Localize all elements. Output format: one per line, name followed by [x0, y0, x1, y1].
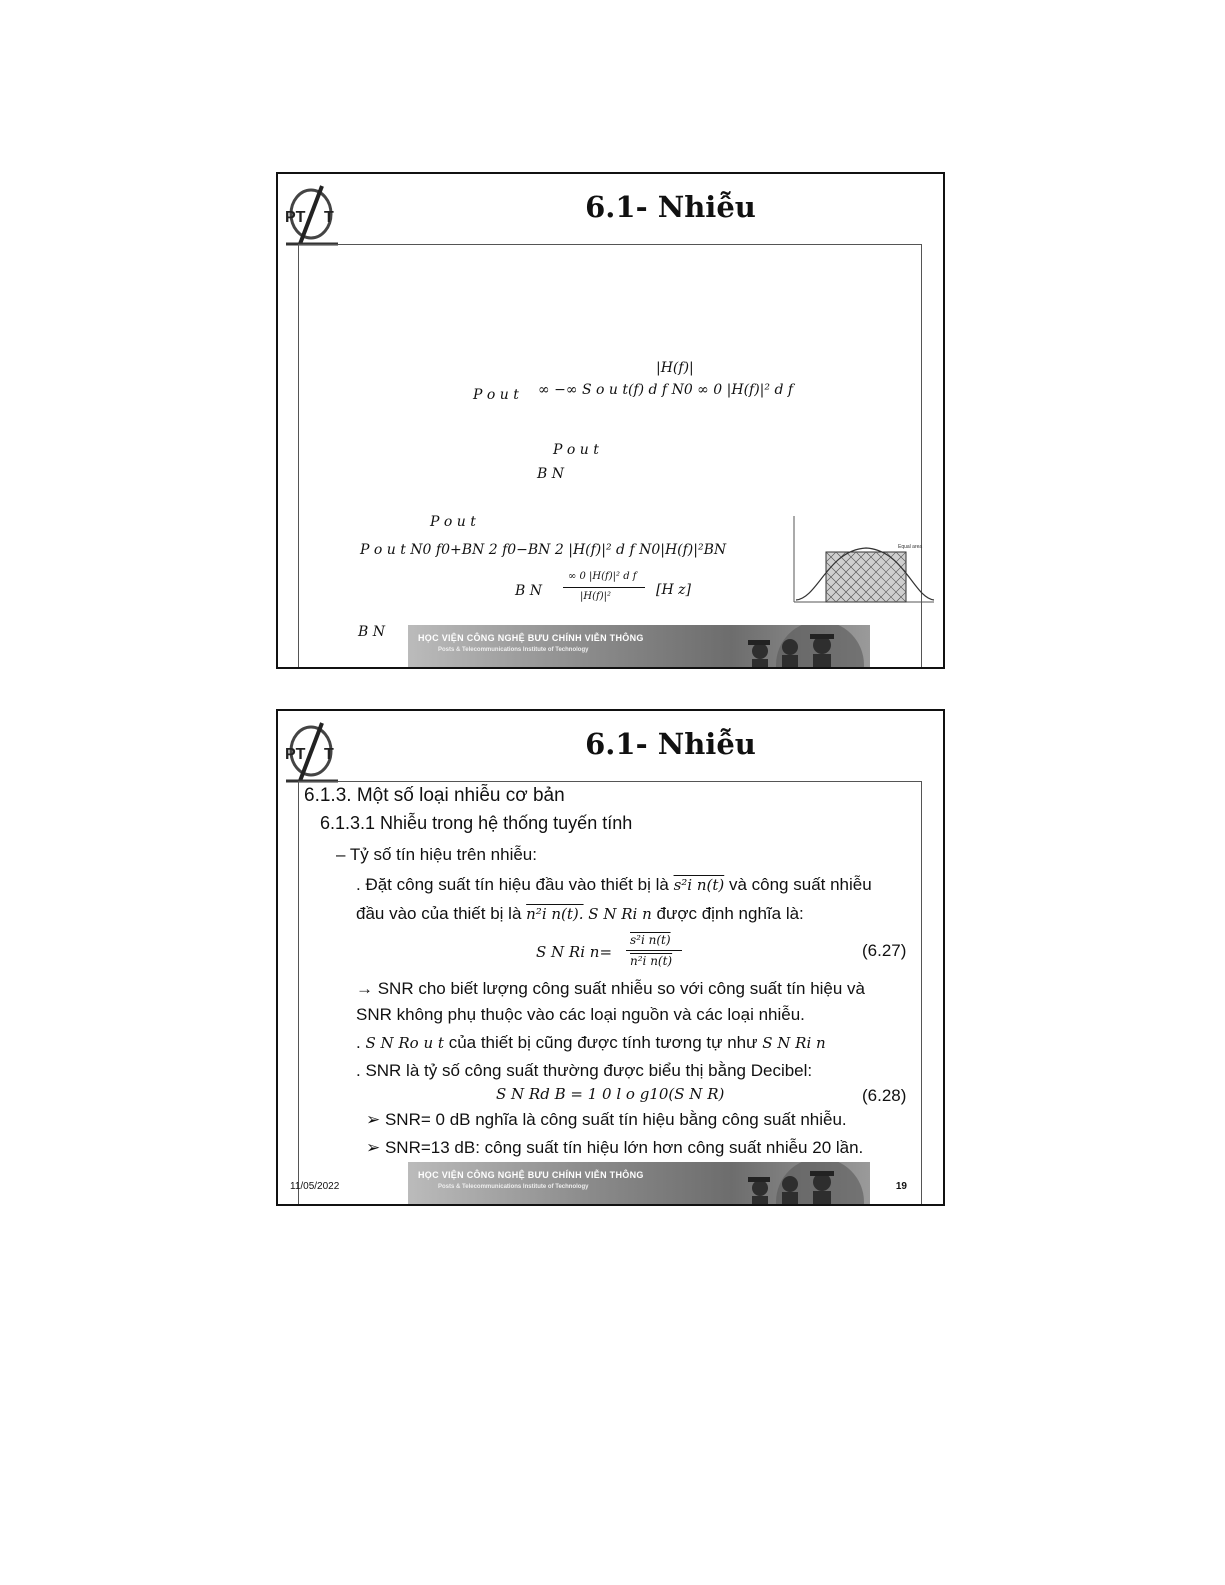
noise-bandwidth-graph — [778, 510, 938, 614]
heading-2: 6.1.3.1 Nhiễu trong hệ thống tuyến tính — [320, 813, 633, 833]
para-1b: đầu vào của thiết bị là n²i n(t). S N Ri n được định nghĩa là: — [356, 904, 804, 923]
eq-bn-def-lhs: B N — [515, 583, 542, 599]
eq-hf: |H(f)| — [656, 360, 694, 376]
para-1a: . Đặt công suất tín hiệu đầu vào thiết bị là s²i n(t) và công suất nhiễu — [356, 875, 872, 894]
svg-text:PT: PT — [285, 746, 306, 763]
eq-bn-a: B N — [537, 466, 564, 482]
eq-bn-def-num: ∞ 0 |H(f)|² d f — [568, 571, 637, 582]
arrow-bullet-icon: ➢ — [366, 1138, 385, 1157]
slide-date: 11/05/2022 — [290, 1181, 340, 1192]
footer-subtitle: Posts & Telecommunications Institute of Technology — [438, 1184, 589, 1190]
footer-title: HỌC VIỆN CÔNG NGHỆ BƯU CHÍNH VIỄN THÔNG — [418, 1170, 644, 1180]
para-3: . S N Ro u t của thiết bị cũng được tính tương tự như S N Ri n — [356, 1033, 826, 1052]
graduates-image-icon — [700, 625, 870, 667]
ptit-logo-icon — [282, 715, 340, 785]
slide-title: 6.1- Nhiễu — [585, 190, 756, 224]
eq-pout-a: P o u t — [553, 442, 599, 458]
list-item-0db: ➢ SNR= 0 dB nghĩa là công suất tín hiệu bằng công suất nhiễu. — [366, 1110, 847, 1129]
eq-pout-b: P o u t — [430, 514, 476, 530]
footer-subtitle: Posts & Telecommunications Institute of Technology — [438, 647, 589, 653]
footer-band — [408, 1162, 870, 1204]
eq1-lhs: S N Ri n= — [536, 943, 613, 961]
eq2: S N Rd B = 1 0 l o g10(S N R) — [496, 1085, 725, 1103]
eq-bn-def-den: |H(f)|² — [580, 591, 611, 602]
footer-title: HỌC VIỆN CÔNG NGHỆ BƯU CHÍNH VIỄN THÔNG — [418, 633, 644, 643]
eq-pout-c: P o u t N0 f0+BN 2 f0−BN 2 |H(f)|² d f N0|H(f)|²BN — [360, 542, 727, 558]
para-4: . SNR là tỷ số công suất thường được biểu thị bằng Decibel: — [356, 1061, 813, 1080]
footer-band — [408, 625, 870, 667]
slide-2 — [276, 709, 945, 1206]
fraction-bar — [563, 587, 645, 588]
ptit-logo-icon — [282, 178, 340, 248]
svg-text:T: T — [324, 209, 334, 226]
eq1-numerator: s²i n(t) — [630, 933, 671, 947]
arrow-bullet-icon: ➢ — [366, 1110, 385, 1129]
slide-title: 6.1- Nhiễu — [585, 727, 756, 761]
para-2a: → SNR cho biết lượng công suất nhiễu so với công suất tín hiệu và — [356, 979, 866, 998]
eq-bn-bottom: B N — [358, 624, 385, 640]
svg-text:PT: PT — [285, 209, 306, 226]
equal-area-label: Equal area — [898, 544, 923, 550]
svg-text:T: T — [324, 746, 334, 763]
eq-pout-integral: ∞ −∞ S o u t(f) d f N0 ∞ 0 |H(f)|² d f — [538, 382, 794, 398]
eq-bn-unit: [H z] — [656, 582, 691, 598]
slide-1 — [276, 172, 945, 669]
eq1-fraction-bar — [626, 950, 682, 951]
eq1-denominator: n²i n(t) — [630, 954, 673, 968]
graduates-image-icon — [700, 1162, 870, 1204]
eq2-number: (6.28) — [862, 1086, 907, 1105]
eq-pout-lhs: P o u t — [473, 387, 519, 403]
page-number: 19 — [895, 1181, 907, 1192]
list-item-13db: ➢ SNR=13 dB: công suất tín hiệu lớn hơn công suất nhiễu 20 lần. — [366, 1138, 864, 1157]
eq1-number: (6.27) — [862, 941, 907, 960]
heading-1: 6.1.3. Một số loại nhiễu cơ bản — [304, 785, 565, 806]
para-2b: SNR không phụ thuộc vào các loại nguồn và các loại nhiễu. — [356, 1005, 805, 1024]
bullet-snr: – Tỷ số tín hiệu trên nhiễu: — [336, 845, 537, 864]
